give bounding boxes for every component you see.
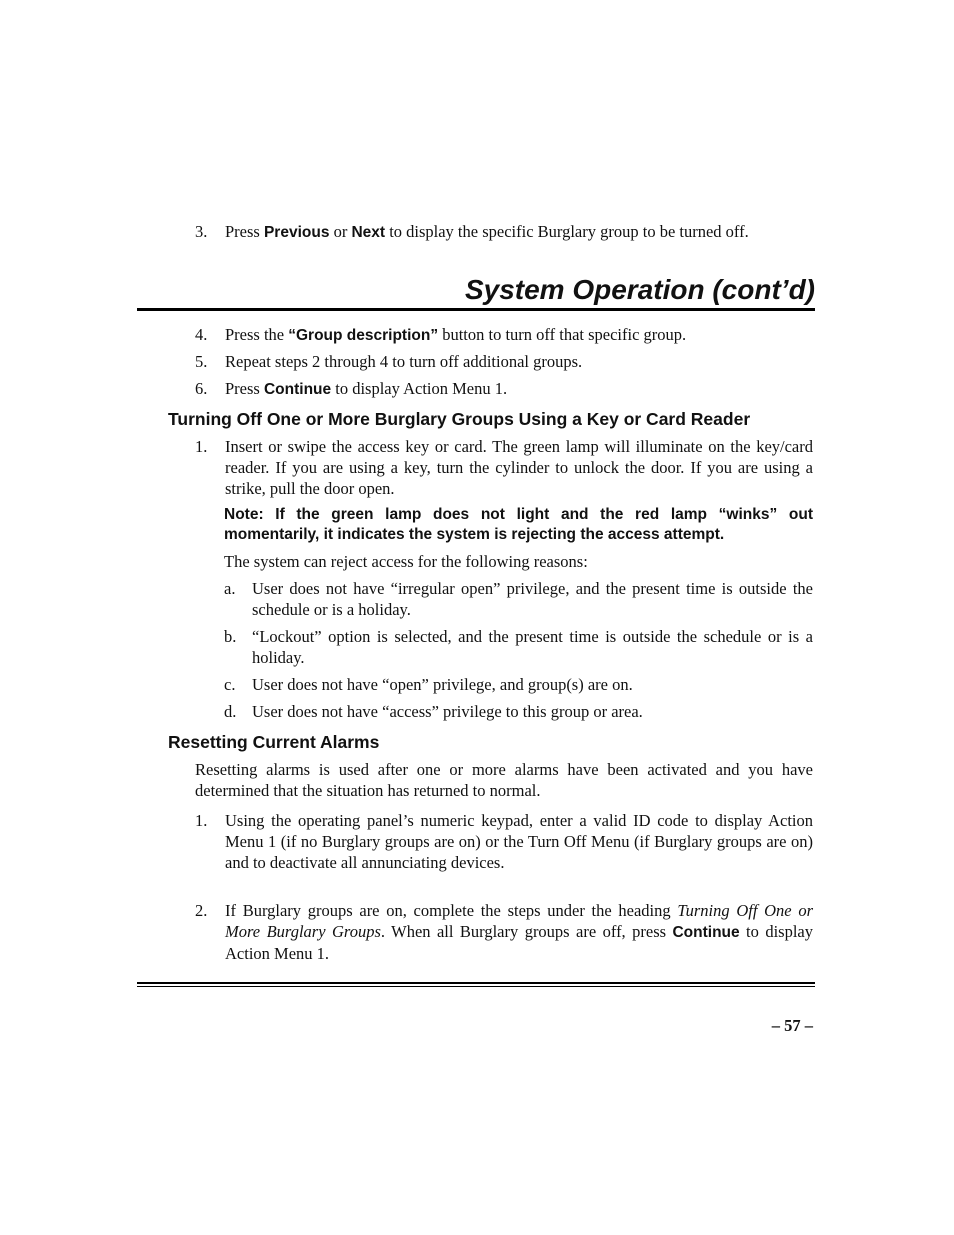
step-text: Repeat steps 2 through 4 to turn off additional groups. [225,352,583,371]
reason-text: User does not have “open” privilege, and group(s) are on. [252,675,633,694]
step-text: Using the operating panel’s numeric keypad, enter a valid ID code to display Action Menu 1 (if no Burglary groups are on) or the Turn Off Menu (if Burglary groups are on) and to deactivate all annunciating devices. [225,811,813,872]
reason-letter: a. [224,579,236,598]
step-number: 3. [195,222,208,241]
step-number: 1. [195,437,208,456]
reset-intro: Resetting alarms is used after one or more alarms have been activated and you have determined that the situation has returned to normal. [195,760,813,800]
step-number: 2. [195,901,208,920]
step-text: Press the “Group description” button to turn off that specific group. [225,325,687,344]
step-number: 6. [195,379,208,398]
step-text: If Burglary groups are on, complete the steps under the heading Turning Off One or More Burglary Groups. When all Burglary groups are off, press Continue to display Action Menu 1. [225,901,813,963]
step-text: Insert or swipe the access key or card. The green lamp will illuminate on the key/card reader. If you are using a key, turn the cylinder to unlock the door. If you are using a strike, pull the door open. [225,437,813,498]
page-title: System Operation (cont’d) [464,274,815,305]
list-item-step-4 [195,324,813,346]
previous-button-label: Previous [263,224,330,241]
step-text: Press Continue to display Action Menu 1. [225,379,508,398]
step-number: 1. [195,811,208,830]
list-item-reason-c [224,674,813,695]
title-rule [137,308,815,311]
continue-button-label: Continue [263,381,332,398]
reason-text: “Lockout” option is selected, and the present time is outside the schedule or is a holiday. [252,627,813,667]
next-button-label: Next [351,224,386,241]
step-text: Press Previous or Next to display the specific Burglary group to be turned off. [225,222,749,241]
step-number: 4. [195,325,208,344]
reason-letter: b. [224,627,237,646]
italic-reference: Turning Off One or More Burglary Groups [225,901,813,941]
reason-text: User does not have “irregular open” privilege, and the present time is outside the schedule or is a holiday. [252,579,813,619]
footer-rule-bottom [137,986,815,987]
continue-button-label: Continue [672,924,740,941]
section-heading-resetting-alarms: Resetting Current Alarms [168,732,380,752]
list-item-reason-d [224,701,813,722]
page-number: – 57 – [771,1016,813,1035]
section-heading-key-card: Turning Off One or More Burglary Groups Using a Key or Card Reader [168,409,751,429]
list-item-reset-step-2 [195,900,813,964]
group-description-button-label: “Group description” [288,327,439,344]
note-text: Note: If the green lamp does not light and the red lamp “winks” out momentarily, it indicates the system is rejecting the access attempt. [224,506,813,543]
reason-text: User does not have “access” privilege to this group or area. [252,702,643,721]
list-item-step-5 [195,351,813,372]
reason-letter: d. [224,702,237,721]
reject-intro: The system can reject access for the following reasons: [224,552,588,571]
footer-rule-top [137,982,815,984]
list-item-reason-b [224,626,813,668]
list-item-step-6 [195,378,813,400]
list-item-key-step-1 [195,436,813,499]
step-number: 5. [195,352,208,371]
list-item-reason-a [224,578,813,620]
list-item-step-3 [195,221,813,243]
reason-letter: c. [224,675,236,694]
list-item-reset-step-1 [195,810,813,873]
